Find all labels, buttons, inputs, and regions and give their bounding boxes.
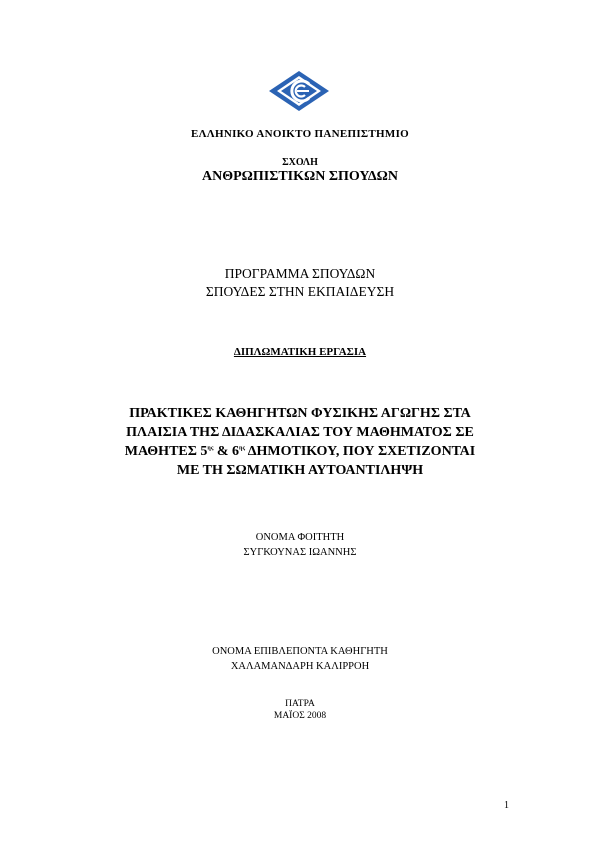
date: ΜΑΪΟΣ 2008 — [273, 711, 327, 721]
thesis-title-line-4: ΜΕ ΤΗ ΣΩΜΑΤΙΚΗ ΑΥΤΟΑΝΤΙΛΗΨΗ — [176, 463, 424, 478]
title-line-3-part-2: & 6 — [213, 444, 240, 459]
student-label: ΟΝΟΜΑ ΦΟΙΤΗΤΗ — [255, 532, 345, 543]
page-number: 1 — [504, 800, 509, 811]
university-name: ΕΛΛΗΝΙΚΟ ΑΝΟΙΚΤΟ ΠΑΝΕΠΙΣΤΗΜΙΟ — [190, 128, 410, 140]
thesis-label: ΔΙΠΛΩΜΑΤΙΚΗ ΕΡΓΑΣΙΑ — [233, 346, 367, 358]
student-name: ΣΥΓΚΟΥΝΑΣ ΙΩΑΝΝΗΣ — [243, 547, 357, 558]
program-title: ΠΡΟΓΡΑΜΜΑ ΣΠΟΥΔΩΝ — [224, 266, 376, 281]
university-logo-icon — [268, 70, 330, 112]
title-line-3-part-1: ΜΑΘΗΤΕΣ 5 — [124, 444, 208, 459]
thesis-title-line-2: ΠΛΑΙΣΙΑ ΤΗΣ ΔΙΔΑΣΚΑΛΙΑΣ ΤΟΥ ΜΑΘΗΜΑΤΟΣ ΣΕ — [126, 425, 474, 440]
title-line-3-part-3: ΔΗΜΟΤΙΚΟΥ, ΠΟΥ ΣΧΕΤΙΖΟΝΤΑΙ — [244, 444, 476, 459]
school-name: ΑΝΘΡΩΠΙΣΤΙΚΩΝ ΣΠΟΥΔΩΝ — [201, 169, 398, 184]
supervisor-label: ΟΝΟΜΑ ΕΠΙΒΛΕΠΟΝΤΑ ΚΑΘΗΓΗΤΗ — [212, 646, 388, 657]
city: ΠΑΤΡΑ — [285, 699, 315, 709]
title-superscript-1: ης — [207, 445, 214, 452]
thesis-title-line-3 — [0, 444, 600, 460]
thesis-title-line-1: ΠΡΑΚΤΙΚΕΣ ΚΑΘΗΓΗΤΩΝ ΦΥΣΙΚΗΣ ΑΓΩΓΗΣ ΣΤΑ — [129, 406, 471, 421]
title-superscript-2: ης — [239, 445, 245, 452]
program-name: ΣΠΟΥΔΕΣ ΣΤΗΝ ΕΚΠΑΙΔΕΥΣΗ — [205, 284, 395, 299]
school-label: ΣΧΟΛΗ — [282, 157, 318, 168]
supervisor-name: ΧΑΛΑΜΑΝΔΑΡΗ ΚΑΛΙΡΡΟΗ — [230, 661, 370, 672]
